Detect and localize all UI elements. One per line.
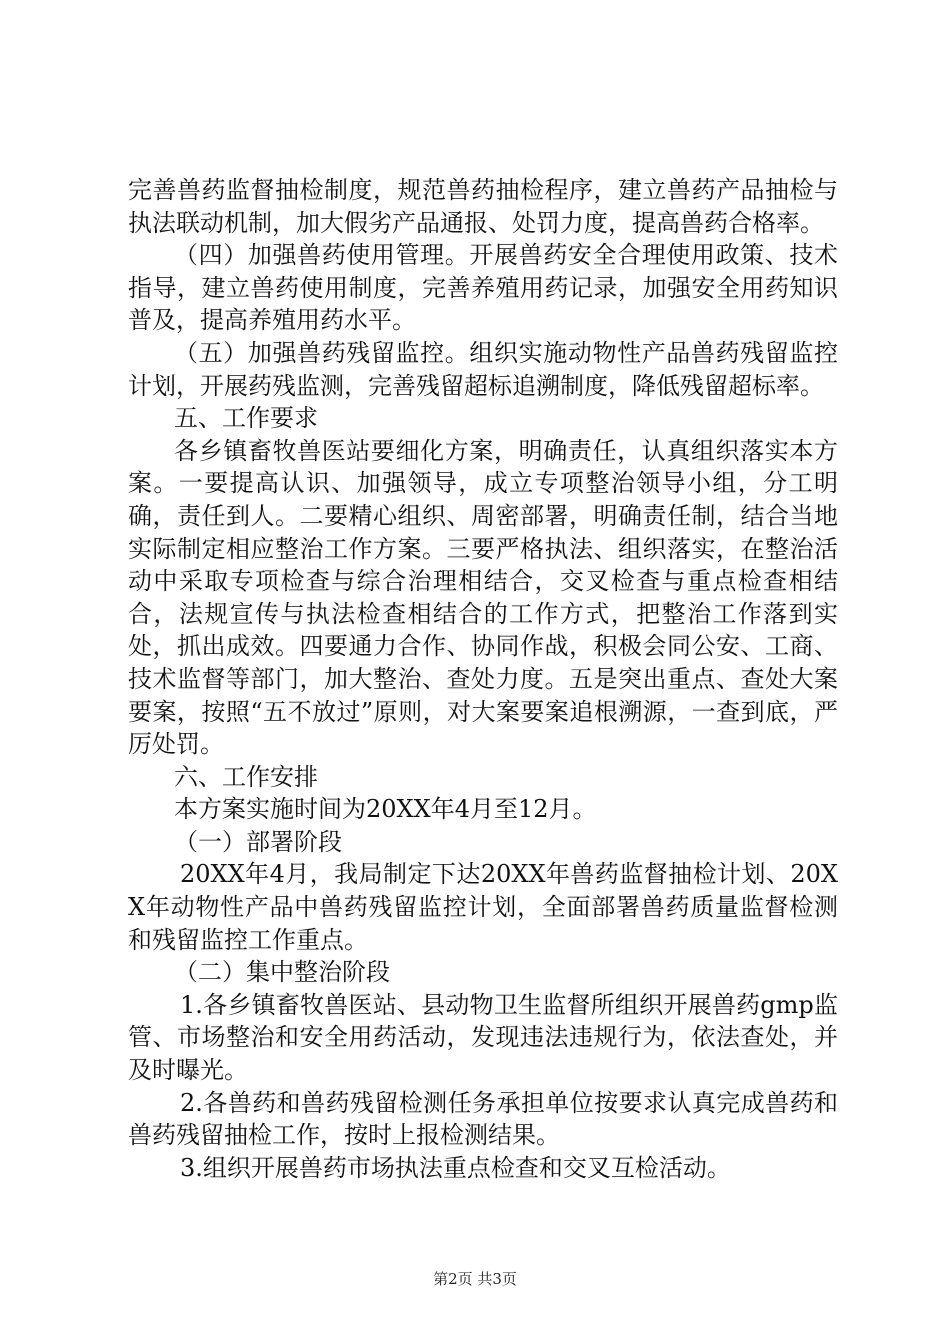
heading-deployment-stage: （一）部署阶段	[174, 827, 342, 856]
heading-rectification-stage: （二）集中整治阶段	[174, 958, 390, 987]
paragraph-drug-inspection: 完善兽药监督抽检制度，规范兽药抽检程序，建立兽药产品抽检与执法联动机制，加大假劣产品通报、处罚力度，提高兽药合格率。	[128, 176, 838, 237]
heading-work-requirements: 五、工作要求	[174, 404, 318, 433]
paragraph-section-5-residue: （五）加强兽药残留监控。组织实施动物性产品兽药残留监控计划，开展药残监测，完善残留超标追溯制度，降低残留超标率。	[128, 338, 838, 400]
paragraph-implementation-time: 本方案实施时间为20XX年4月至12月。	[174, 795, 597, 824]
document-body	[128, 174, 838, 1184]
paragraph-item-3: 3.组织开展兽药市场执法重点检查和交叉互检活动。	[180, 1153, 731, 1182]
paragraph-item-2: 2.各兽药和兽药残留检测任务承担单位按要求认真完成兽药和兽药残留抽检工作，按时上报检测结果。	[128, 1088, 838, 1150]
paragraph-work-requirements: 各乡镇畜牧兽医站要细化方案，明确责任，认真组织落实本方案。一要提高认识、加强领导，成立专项整治领导小组，分工明确，责任到人。二要精心组织、周密部署，明确责任制，结合当地实际制定相应整治工作方案。三要严格执法、组织落实，在整治活动中采取专项检查与综合治理相结合，交叉检查与重点检查相结合，法规宣传与执法检查相结合的工作方式，把整治工作落到实处，抓出成效。四要通力合作、协同作战，积极会同公安、工商、技术监督等部门，加大整治、查处力度。五是突出重点、查处大案要案，按照“五不放过”原则，对大案要案追根溯源，一查到底，严厉处罚。	[128, 436, 838, 759]
heading-work-arrangement: 六、工作安排	[174, 762, 318, 791]
paragraph-item-1: 1.各乡镇畜牧兽医站、县动物卫生监督所组织开展兽药gmp监管、市场整治和安全用药活动，发现违法违规行为，依法查处，并及时曝光。	[128, 990, 838, 1085]
page-footer: 第2页 共3页	[433, 1270, 517, 1288]
paragraph-section-4-usage: （四）加强兽药使用管理。开展兽药安全合理使用政策、技术指导，建立兽药使用制度，完善养殖用药记录，加强安全用药知识普及，提高养殖用药水平。	[128, 241, 838, 335]
paragraph-deployment-stage: 20XX年4月，我局制定下达20XX年兽药监督抽检计划、20XX年动物性产品中兽药残留监控计划，全面部署兽药质量监督检测和残留监控工作重点。	[128, 860, 838, 954]
